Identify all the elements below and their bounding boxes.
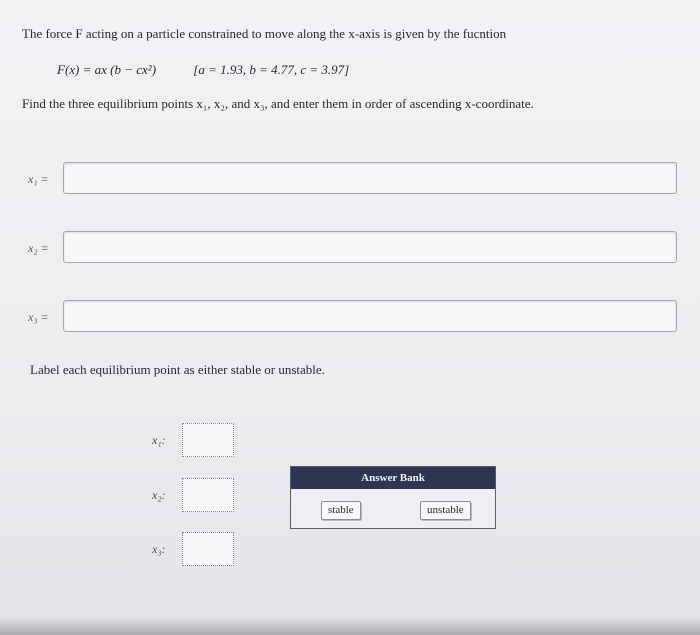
x1-label: x₁ =: [28, 171, 49, 186]
x1-drop-label: x₁:: [152, 432, 166, 447]
unstable-option[interactable]: unstable: [420, 501, 471, 520]
answer-bank: [290, 466, 496, 529]
stable-option[interactable]: stable: [321, 501, 361, 520]
x2-drop-target[interactable]: [182, 478, 234, 512]
x3-row: [28, 300, 60, 334]
x2-drop-label: x₂:: [152, 487, 166, 502]
stability-prompt: Label each equilibrium point as either stable or unstable.: [30, 362, 325, 377]
x3-drop-target[interactable]: [182, 532, 234, 566]
x3-input[interactable]: [63, 300, 677, 332]
x3-drop-label: x₃:: [152, 541, 166, 556]
x1-input[interactable]: [63, 162, 677, 194]
force-equation: [57, 62, 349, 78]
parameter-values: [a = 1.93, b = 4.77, c = 3.97]: [193, 62, 350, 77]
equation-text: F(x) = ax (b − cx²): [57, 62, 157, 77]
x3-drop-row: [152, 532, 234, 566]
x2-drop-row: [152, 478, 234, 512]
answer-bank-title: Answer Bank: [291, 467, 495, 489]
x3-label: x₃ =: [28, 309, 49, 324]
x2-row: [28, 231, 60, 265]
x1-drop-row: [152, 423, 234, 457]
instruction-text: Find the three equilibrium points x₁, x₂, and x₃, and enter them in order of ascending x-coordinate.: [22, 96, 534, 111]
x2-label: x₂ =: [28, 240, 49, 255]
x1-row: [28, 162, 60, 196]
x2-input[interactable]: [63, 231, 677, 263]
x1-drop-target[interactable]: [182, 423, 234, 457]
problem-statement: The force F acting on a particle constrained to move along the x-axis is given by the fucntion: [22, 26, 507, 41]
